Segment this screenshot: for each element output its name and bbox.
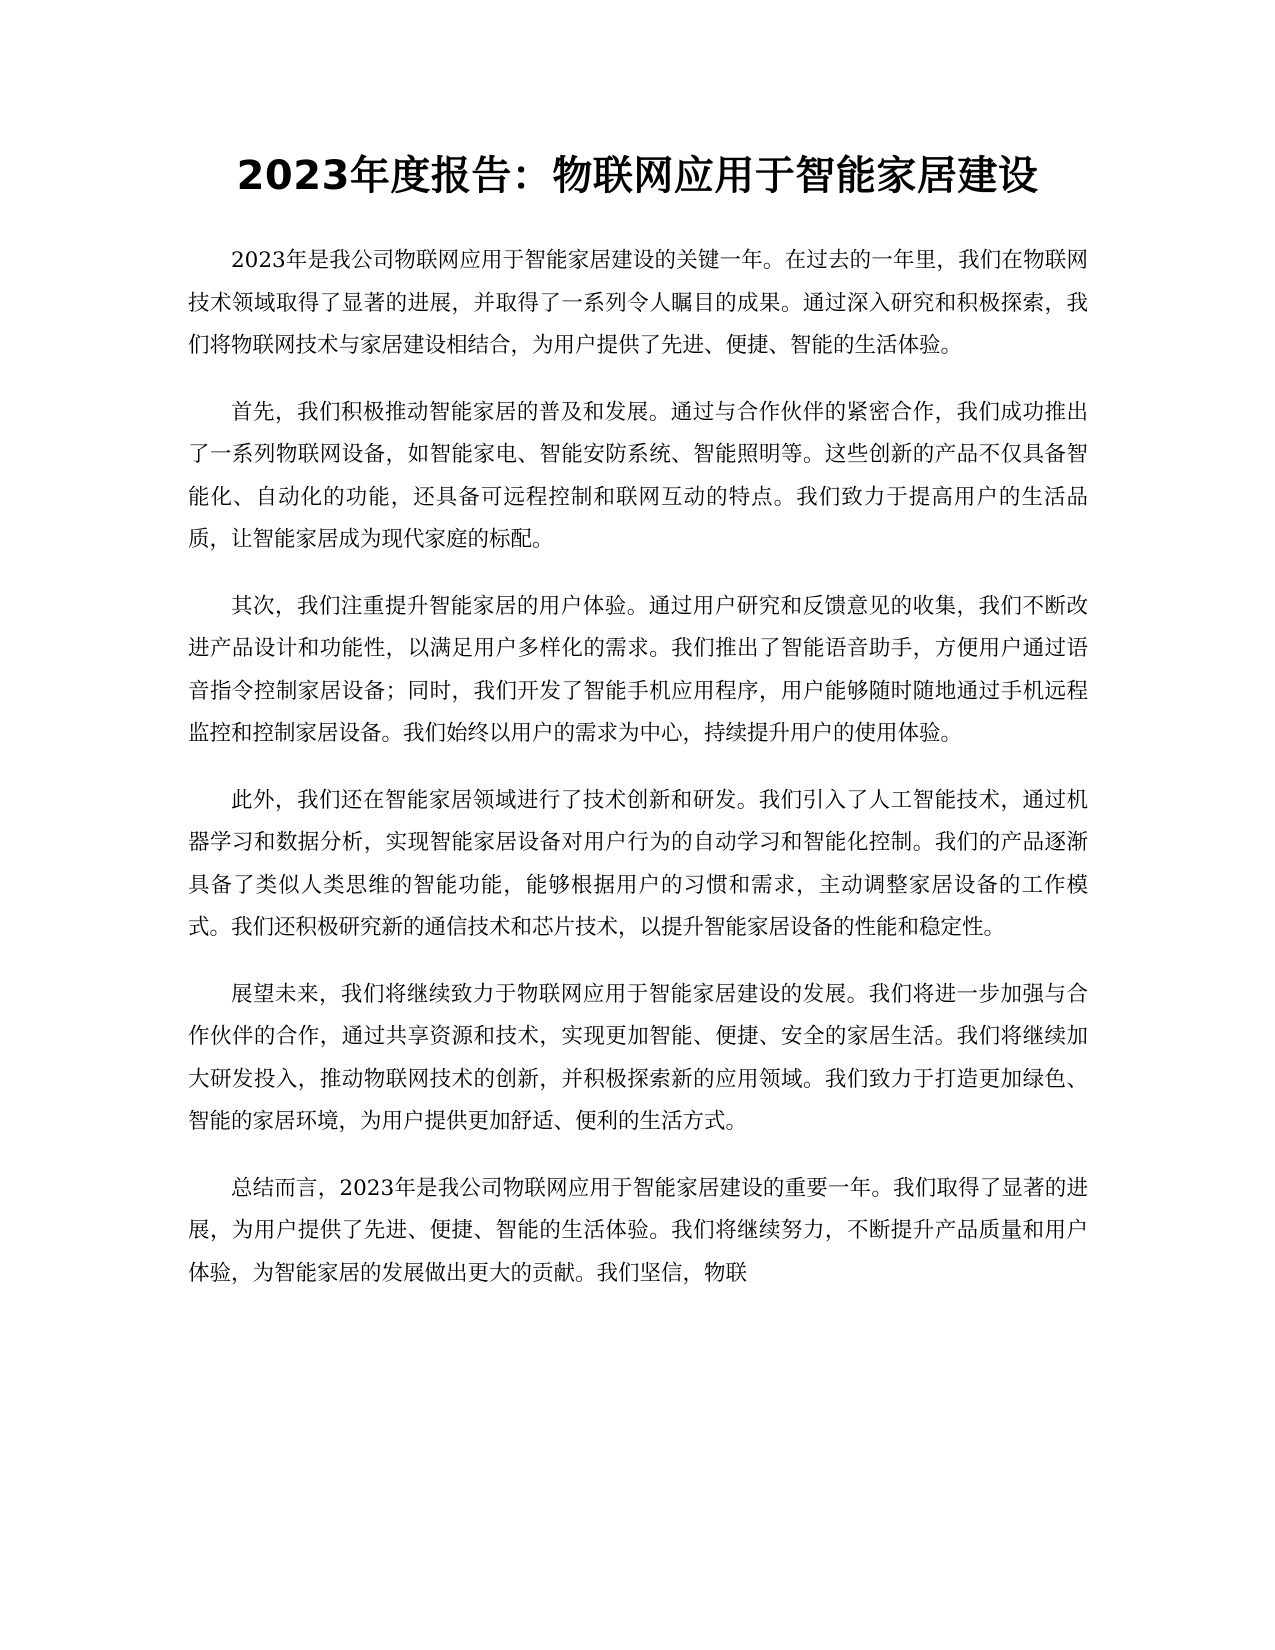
document-body <box>188 240 1088 1319</box>
paragraph-2: 首先，我们积极推动智能家居的普及和发展。通过与合作伙伴的紧密合作，我们成功推出了一系列物联网设备，如智能家电、智能安防系统、智能照明等。这些创新的产品不仅具备智能化、自动化的功能，还具备可远程控制和联网互动的特点。我们致力于提高用户的生活品质，让智能家居成为现代家庭的标配。 <box>188 399 1088 552</box>
paragraph-3: 其次，我们注重提升智能家居的用户体验。通过用户研究和反馈意见的收集，我们不断改进产品设计和功能性，以满足用户多样化的需求。我们推出了智能语音助手，方便用户通过语音指令控制家居设备；同时，我们开发了智能手机应用程序，用户能够随时随地通过手机远程监控和控制家居设备。我们始终以用户的需求为中心，持续提升用户的使用体验。 <box>188 593 1088 746</box>
paragraph-1: 2023年是我公司物联网应用于智能家居建设的关键一年。在过去的一年里，我们在物联网技术领域取得了显著的进展，并取得了一系列令人瞩目的成果。通过深入研究和积极探索，我们将物联网技术与家居建设相结合，为用户提供了先进、便捷、智能的生活体验。 <box>188 248 1088 358</box>
paragraph-4: 此外，我们还在智能家居领域进行了技术创新和研发。我们引入了人工智能技术，通过机器学习和数据分析，实现智能家居设备对用户行为的自动学习和智能化控制。我们的产品逐渐具备了类似人类思维的智能功能，能够根据用户的习惯和需求，主动调整家居设备的工作模式。我们还积极研究新的通信技术和芯片技术，以提升智能家居设备的性能和稳定性。 <box>188 787 1088 940</box>
document-title: 2023年度报告：物联网应用于智能家居建设 <box>236 153 1039 199</box>
paragraph-6: 总结而言，2023年是我公司物联网应用于智能家居建设的重要一年。我们取得了显著的进展，为用户提供了先进、便捷、智能的生活体验。我们将继续努力，不断提升产品质量和用户体验，为智能家居的发展做出更大的贡献。我们坚信，物联 <box>188 1175 1088 1286</box>
paragraph-5: 展望未来，我们将继续致力于物联网应用于智能家居建设的发展。我们将进一步加强与合作伙伴的合作，通过共享资源和技术，实现更加智能、便捷、安全的家居生活。我们将继续加大研发投入，推动物联网技术的创新，并积极探索新的应用领域。我们致力于打造更加绿色、智能的家居环境，为用户提供更加舒适、便利的生活方式。 <box>188 981 1088 1134</box>
